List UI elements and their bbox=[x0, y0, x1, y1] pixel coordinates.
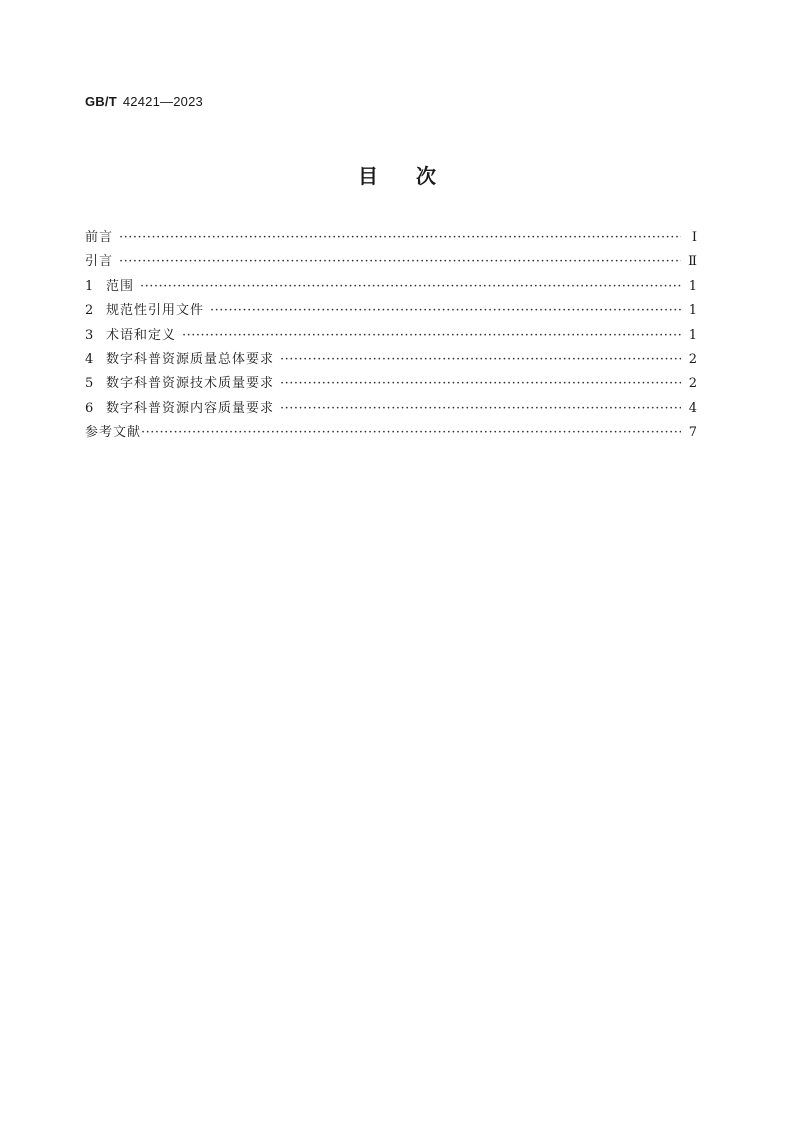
toc-entry-page: 2 bbox=[688, 351, 697, 367]
toc-entry-page: 7 bbox=[688, 425, 697, 441]
toc-entry-terms-definitions[interactable] bbox=[85, 324, 697, 348]
toc-leader-dots bbox=[119, 226, 681, 250]
toc-entry-number: 1 bbox=[85, 278, 94, 294]
page-title: 目次 bbox=[358, 164, 474, 188]
toc-entry-technical-requirements[interactable] bbox=[85, 372, 697, 396]
toc-entry-label: 数字科普资源内容质量要求 bbox=[106, 400, 275, 416]
toc-entry-foreword[interactable] bbox=[85, 226, 697, 250]
toc-leader-dots bbox=[119, 250, 681, 274]
toc-entry-number: 6 bbox=[85, 400, 94, 416]
toc-leader-dots bbox=[280, 348, 681, 372]
toc-leader-dots bbox=[140, 275, 681, 299]
toc-entry-label: 规范性引用文件 bbox=[106, 303, 205, 319]
toc-entry-bibliography[interactable] bbox=[85, 421, 697, 445]
toc-entry-page: 1 bbox=[688, 303, 697, 319]
toc-leader-dots bbox=[141, 421, 681, 445]
toc-entry-normative-references[interactable] bbox=[85, 299, 697, 323]
toc-entry-page: 2 bbox=[688, 376, 697, 392]
toc-entry-label: 数字科普资源技术质量要求 bbox=[106, 376, 275, 392]
standard-number: 42421—2023 bbox=[122, 94, 203, 109]
toc-entry-number: 3 bbox=[85, 327, 94, 343]
standard-prefix: GB/T bbox=[85, 94, 117, 109]
toc-leader-dots bbox=[280, 372, 681, 396]
standard-code bbox=[85, 94, 203, 109]
toc-entry-number: 2 bbox=[85, 303, 94, 319]
toc-entry-label: 引言 bbox=[85, 254, 114, 270]
toc-entry-page: Ⅱ bbox=[688, 254, 697, 270]
toc-entry-label: 数字科普资源质量总体要求 bbox=[106, 351, 275, 367]
toc-entry-label: 参考文献 bbox=[85, 425, 142, 441]
toc-leader-dots bbox=[210, 299, 681, 323]
toc-entry-page: 1 bbox=[688, 327, 697, 343]
toc-entry-scope[interactable] bbox=[85, 275, 697, 299]
toc-entry-label: 术语和定义 bbox=[106, 327, 177, 343]
toc-entry-introduction[interactable] bbox=[85, 250, 697, 274]
toc-entry-page: Ⅰ bbox=[691, 230, 697, 245]
toc-entry-number: 4 bbox=[85, 351, 94, 367]
toc-entry-page: 1 bbox=[688, 278, 697, 294]
toc-entry-label: 范围 bbox=[106, 278, 135, 294]
toc-entry-page: 4 bbox=[688, 400, 697, 416]
toc-entry-number: 5 bbox=[85, 376, 94, 392]
toc-entry-content-requirements[interactable] bbox=[85, 397, 697, 421]
toc-leader-dots bbox=[182, 324, 681, 348]
toc-leader-dots bbox=[280, 397, 681, 421]
toc-entry-label: 前言 bbox=[85, 230, 114, 245]
table-of-contents bbox=[85, 226, 697, 446]
toc-entry-general-requirements[interactable] bbox=[85, 348, 697, 372]
